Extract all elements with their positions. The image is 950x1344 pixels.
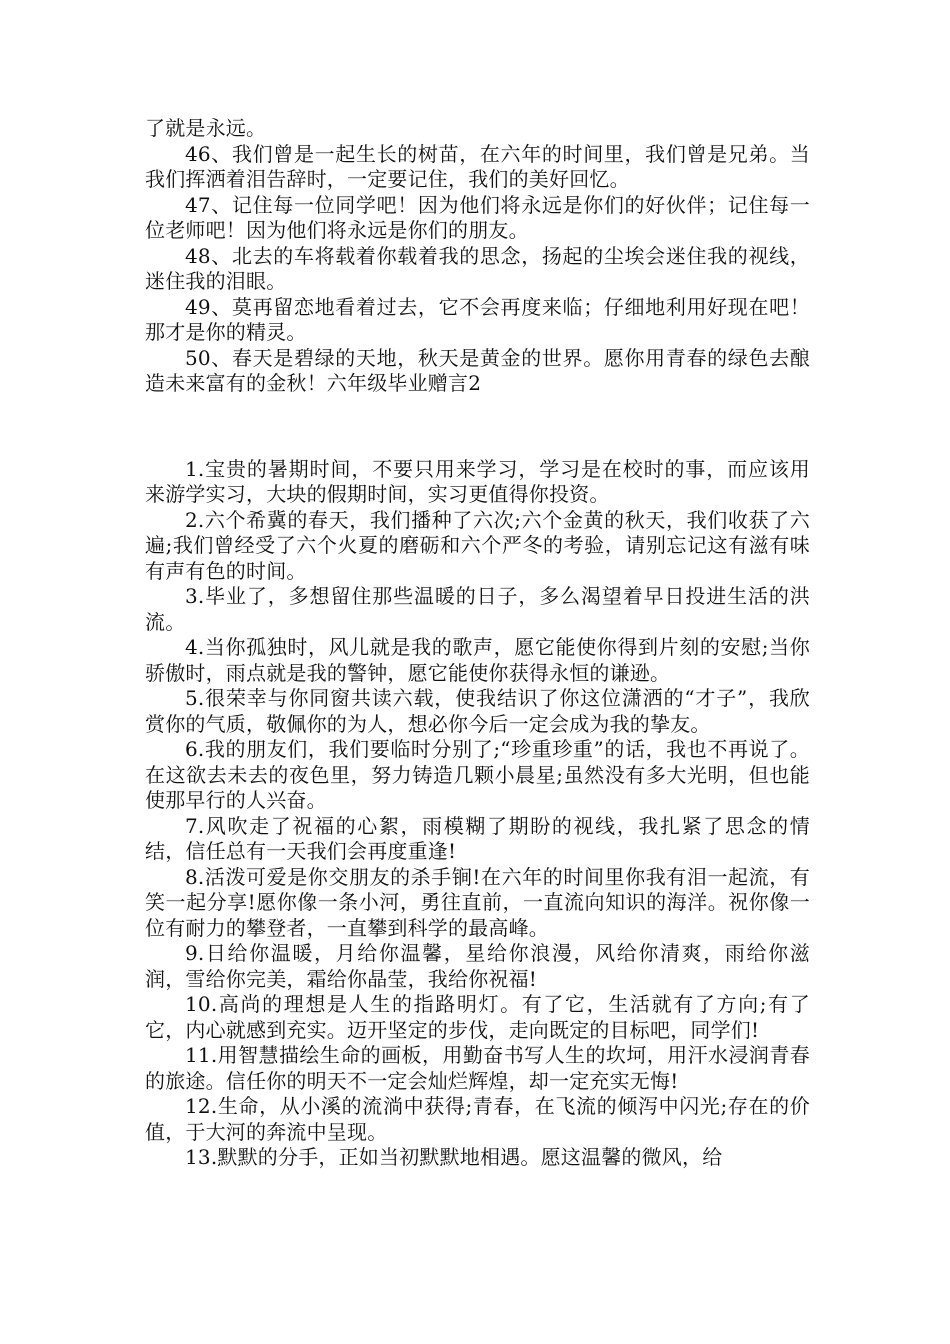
document-page [145, 116, 810, 1171]
paragraph: 了就是永远。 [145, 116, 267, 140]
paragraph: 11.用智慧描绘生命的画板，用勤奋书写人生的坎坷，用汗水浸润青春的旅途。信任你的明天不一定会灿烂辉煌，却一定充实无悔! [145, 1043, 810, 1093]
section-part1 [145, 116, 810, 397]
paragraph: 2.六个希冀的春天，我们播种了六次;六个金黄的秋天，我们收获了六遍;我们曾经受了六个火夏的磨砺和六个严冬的考验，请别忘记这有滋有味有声有色的时间。 [145, 507, 810, 583]
section-part2 [145, 457, 810, 1171]
paragraph: 48、北去的车将载着你载着我的思念，扬起的尘埃会迷住我的视线，迷住我的泪眼。 [145, 243, 810, 293]
paragraph: 8.活泼可爱是你交朋友的杀手锏!在六年的时间里你我有泪一起流，有笑一起分享!愿你像一条小河，勇往直前，一直流向知识的海洋。祝你像一位有耐力的攀登者，一直攀到科学的最高峰。 [145, 864, 810, 940]
paragraph: 50、春天是碧绿的天地，秋天是黄金的世界。愿你用青春的绿色去酿造未来富有的金秋！六年级毕业赠言2 [145, 345, 810, 395]
paragraph: 3.毕业了，多想留住那些温暖的日子，多么渴望着早日投进生活的洪流。 [145, 584, 810, 634]
paragraph: 5.很荣幸与你同窗共读六载，使我结识了你这位潇洒的“才子”，我欣赏你的气质，敬佩你的为人，想必你今后一定会成为我的挚友。 [145, 686, 810, 736]
paragraph: 46、我们曾是一起生长的树苗，在六年的时间里，我们曾是兄弟。当我们挥洒着泪告辞时，一定要记住，我们的美好回忆。 [145, 141, 810, 191]
paragraph: 7.风吹走了祝福的心絮，雨模糊了期盼的视线，我扎紧了思念的情结，信任总有一天我们会再度重逢! [145, 813, 810, 863]
paragraph: 1.宝贵的暑期时间，不要只用来学习，学习是在校时的事，而应该用来游学实习，大块的假期时间，实习更值得你投资。 [145, 456, 810, 506]
paragraph: 9.日给你温暖，月给你温馨，星给你浪漫，风给你清爽，雨给你滋润，雪给你完美，霜给你晶莹，我给你祝福! [145, 941, 810, 991]
section-gap [145, 397, 810, 457]
paragraph: 4.当你孤独时，风儿就是我的歌声，愿它能使你得到片刻的安慰;当你骄傲时，雨点就是我的警钟，愿它能使你获得永恒的谦逊。 [145, 635, 810, 685]
paragraph: 47、记住每一位同学吧！因为他们将永远是你们的好伙伴；记住每一位老师吧！因为他们将永远是你们的朋友。 [145, 192, 810, 242]
paragraph: 6.我的朋友们，我们要临时分别了;“珍重珍重”的话，我也不再说了。在这欲去未去的夜色里，努力铸造几颗小晨星;虽然没有多大光明，但也能使那早行的人兴奋。 [145, 737, 810, 812]
paragraph: 12.生命，从小溪的流淌中获得;青春，在飞流的倾泻中闪光;存在的价值，于大河的奔流中呈现。 [145, 1094, 810, 1144]
paragraph: 13.默默的分手，正如当初默默地相遇。愿这温馨的微风，给 [185, 1145, 723, 1169]
paragraph: 49、莫再留恋地看着过去，它不会再度来临；仔细地利用好现在吧！那才是你的精灵。 [145, 294, 810, 344]
paragraph: 10.高尚的理想是人生的指路明灯。有了它，生活就有了方向;有了它，内心就感到充实。迈开坚定的步伐，走向既定的目标吧，同学们! [145, 992, 810, 1042]
